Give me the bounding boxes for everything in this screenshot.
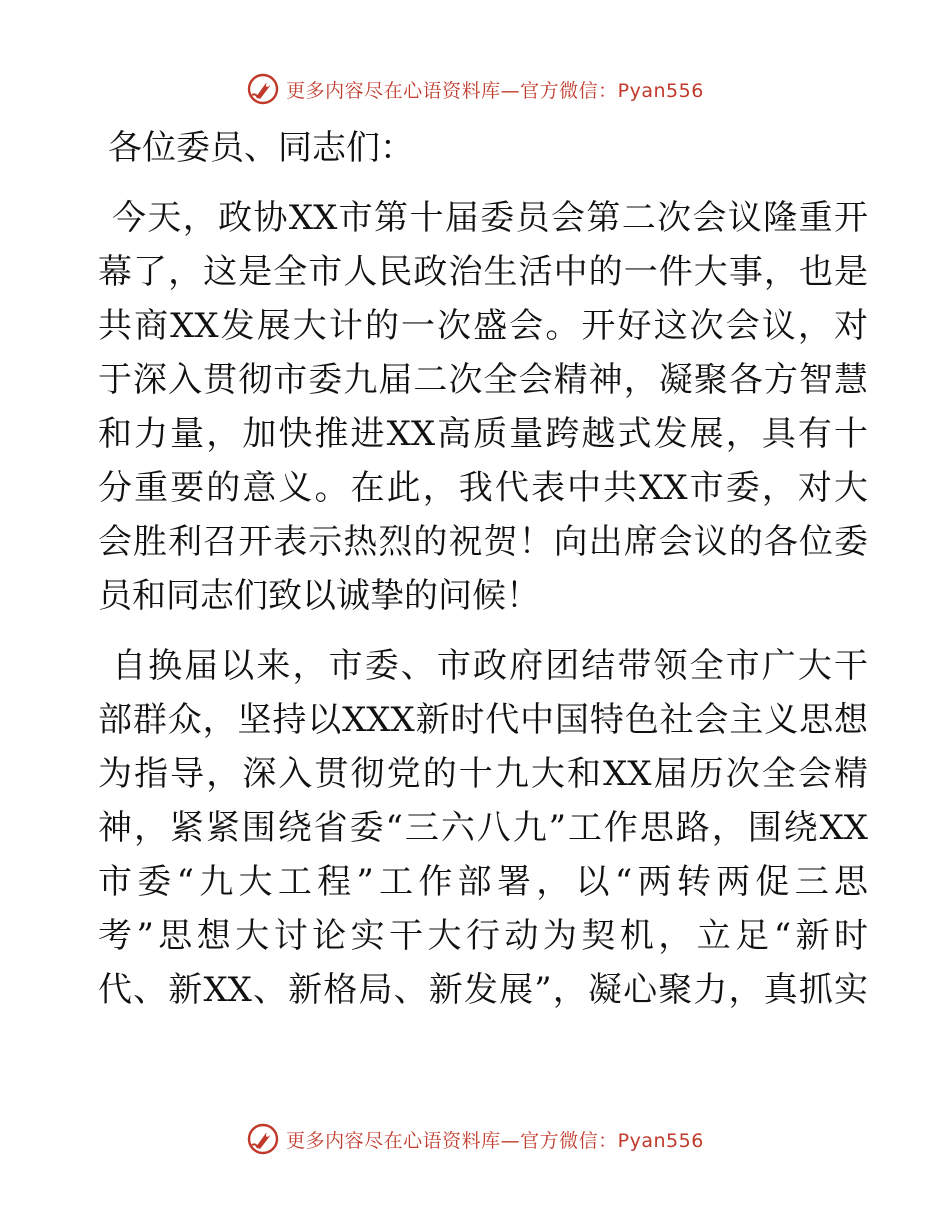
text-line: 代、新XX、新格局、新发展”，凝心聚力，真抓实 [98,970,868,1010]
text-line: 分重要的意义。在此，我代表中共XX市委，对大 [98,468,868,508]
pen-nib-circle-icon [246,72,280,106]
footer-watermark [0,1122,950,1156]
text-line: 员和同志们致以诚挚的问候！ [98,576,540,616]
text-line: 神，紧紧围绕省委“三六八九”工作思路，围绕XX [98,808,868,848]
text-line: 为指导，深入贯彻党的十九大和XX届历次全会精 [98,754,868,794]
salutation: 各位委员、同志们： [108,128,414,168]
document-body [98,124,868,1033]
watermark-text: 更多内容尽在心语资料库—官方微信：Pyan556 [286,79,704,102]
text-line: 会胜利召开表示热烈的祝贺！向出席会议的各位委 [98,522,868,562]
text-line: 今天，政协XX市第十届委员会第二次会议隆重开 [112,198,868,238]
paragraph-2 [98,639,868,1017]
text-line: 市委“九大工程”工作部署，以“两转两促三思 [98,862,868,902]
text-line: 幕了，这是全市人民政治生活中的一件大事，也是 [98,252,868,292]
text-line: 部群众，坚持以XXX新时代中国特色社会主义思想 [98,700,868,740]
header-watermark [0,72,950,106]
pen-nib-circle-icon [246,1122,280,1156]
text-line: 自换届以来，市委、市政府团结带领全市广大干 [112,646,868,686]
text-line: 和力量，加快推进XX高质量跨越式发展，具有十 [98,414,868,454]
text-line: 考”思想大讨论实干大行动为契机，立足“新时 [98,916,868,956]
wechat-id: Pyan556 [617,79,704,102]
watermark-text: 更多内容尽在心语资料库—官方微信：Pyan556 [286,1129,704,1152]
paragraph-1 [98,191,868,623]
text-line: 于深入贯彻市委九届二次全会精神，凝聚各方智慧 [98,360,868,400]
text-line: 共商XX发展大计的一次盛会。开好这次会议，对 [98,306,868,346]
wechat-id: Pyan556 [617,1129,704,1152]
